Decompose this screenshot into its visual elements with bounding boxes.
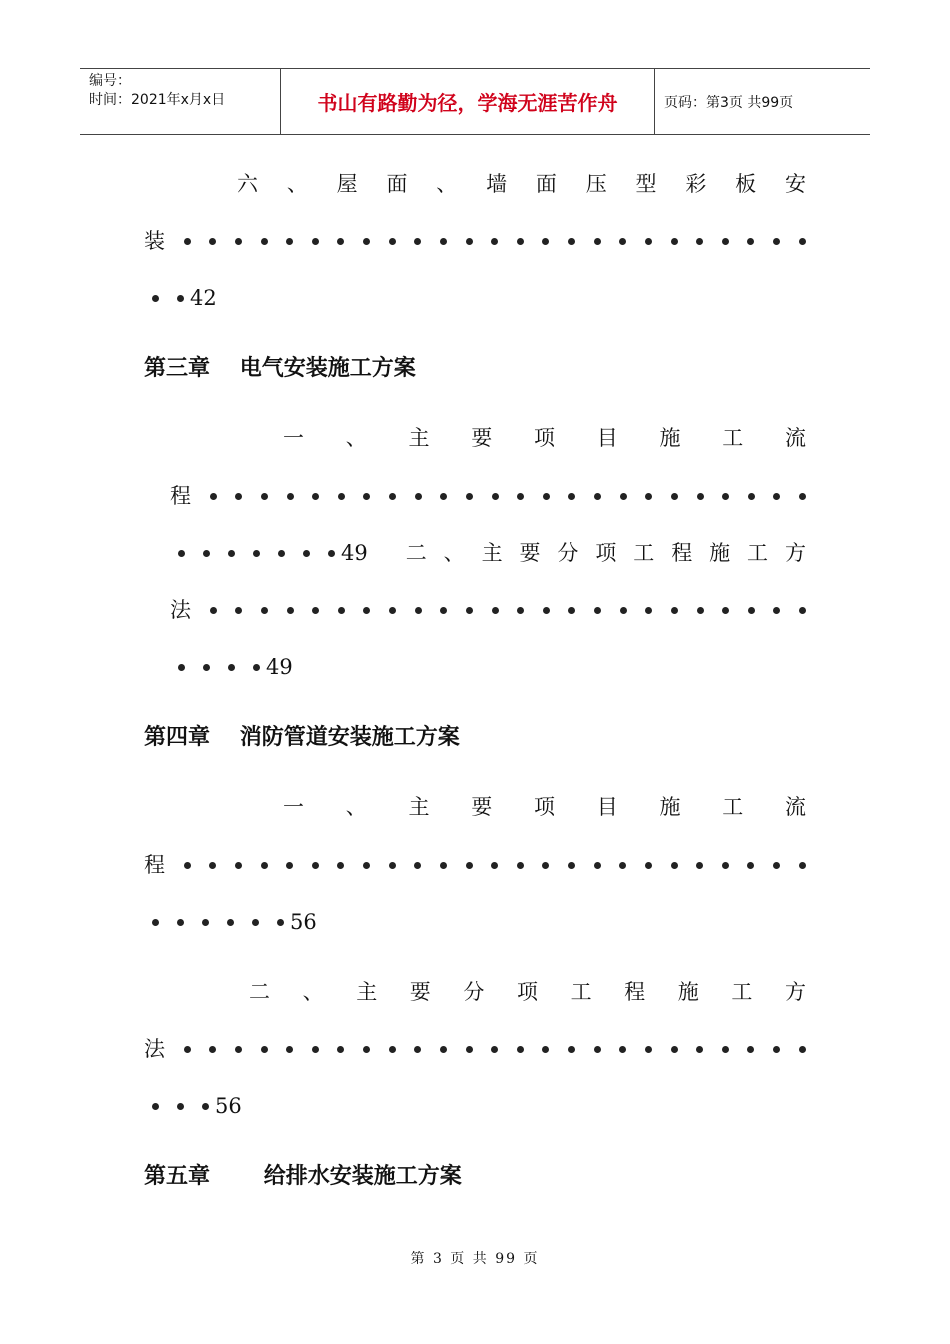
- leader-dot: [671, 607, 678, 614]
- leader-dot: [799, 1046, 806, 1053]
- leader-dot: [466, 238, 473, 245]
- toc-page-number-row: [152, 1096, 242, 1117]
- toc-entry-char: 、: [302, 980, 324, 1004]
- toc-entry-char: 施: [709, 541, 731, 565]
- leader-dot: [389, 238, 396, 245]
- leader-dot: [252, 919, 259, 926]
- leader-dot: [466, 493, 473, 500]
- leader-dot: [184, 862, 191, 869]
- leader-dot: [312, 862, 319, 869]
- leader-dot: [747, 238, 754, 245]
- leader-dot: [466, 1046, 473, 1053]
- leader-dot: [722, 607, 729, 614]
- toc-entry-char: 要: [409, 980, 431, 1004]
- toc-entry-char: 工: [722, 795, 744, 819]
- leader-dot: [228, 550, 235, 557]
- toc-entry-char: 板: [735, 172, 757, 196]
- leader-dot: [696, 1046, 703, 1053]
- leader-dot: [543, 607, 550, 614]
- leader-dot: [363, 862, 370, 869]
- toc-entry-char: 流: [785, 426, 806, 450]
- leader-dot: [747, 862, 754, 869]
- leader-dot: [491, 1046, 498, 1053]
- leader-dot: [261, 493, 268, 500]
- leader-dot: [253, 550, 260, 557]
- toc-page-number: 56: [215, 1094, 242, 1118]
- toc-entry-char: 工: [722, 426, 744, 450]
- toc-entry-main-process-flow[interactable]: [283, 797, 806, 818]
- leader-dot: [184, 1046, 191, 1053]
- toc-leader-dots: [144, 231, 806, 252]
- leader-dot: [619, 238, 626, 245]
- leader-dot: [517, 238, 524, 245]
- leader-dot: [697, 493, 704, 500]
- toc-page-number: 49: [266, 655, 293, 679]
- toc-entry-char: 项: [516, 980, 538, 1004]
- toc-entry-char: 、: [345, 795, 367, 819]
- leader-dot: [491, 238, 498, 245]
- toc-entry-char: 二: [249, 980, 270, 1004]
- leader-dot: [594, 862, 601, 869]
- leader-dot: [722, 493, 729, 500]
- toc-entry-construction-methods[interactable]: [249, 982, 806, 1003]
- leader-dot: [543, 493, 550, 500]
- leader-dot: [328, 550, 335, 557]
- leader-dot: [278, 550, 285, 557]
- leader-dot: [363, 493, 370, 500]
- leader-dot: [542, 238, 549, 245]
- leader-dot: [645, 862, 652, 869]
- leader-dot: [645, 607, 652, 614]
- leader-dot: [645, 493, 652, 500]
- leader-dot: [210, 607, 217, 614]
- document-date: 时间：2021年x月x日: [89, 92, 226, 108]
- chapter-3-heading[interactable]: [144, 358, 416, 380]
- leader-dot: [202, 919, 209, 926]
- leader-dot: [287, 607, 294, 614]
- leader-dot: [177, 919, 184, 926]
- toc-entry-char: 流: [785, 795, 806, 819]
- leader-dot: [440, 493, 447, 500]
- chapter-title: 给排水安装施工方案: [263, 1164, 462, 1189]
- leader-dot: [773, 607, 780, 614]
- leader-dot: [177, 1103, 184, 1110]
- leader-dot: [286, 862, 293, 869]
- leader-dot: [491, 862, 498, 869]
- toc-entry-char: 彩: [685, 172, 707, 196]
- leader-dot: [286, 238, 293, 245]
- toc-leader-dots: [144, 1039, 806, 1060]
- leader-dot: [517, 607, 524, 614]
- toc-entry-char: 工: [570, 980, 592, 1004]
- toc-page-number-row: [152, 912, 317, 933]
- header-motto: 书山有路勤为径，学海无涯苦作舟: [281, 69, 655, 134]
- toc-leader-dots: [144, 855, 806, 876]
- leader-dot: [178, 664, 185, 671]
- leader-dot: [671, 493, 678, 500]
- leader-dot: [773, 493, 780, 500]
- leader-dot: [235, 607, 242, 614]
- toc-entry-char: 项: [534, 426, 555, 450]
- leader-dot: [440, 607, 447, 614]
- toc-entry-char: 、: [443, 541, 465, 565]
- leader-dot: [210, 493, 217, 500]
- leader-dot: [286, 1046, 293, 1053]
- leader-dot: [363, 1046, 370, 1053]
- leader-dot: [337, 862, 344, 869]
- leader-dot: [542, 1046, 549, 1053]
- toc-entry-char: 施: [659, 795, 681, 819]
- leader-dot: [389, 1046, 396, 1053]
- toc-entry-char: 要: [519, 541, 541, 565]
- leader-dot: [414, 1046, 421, 1053]
- leader-dot: [594, 493, 601, 500]
- leader-dot: [568, 607, 575, 614]
- leader-dot: [312, 238, 319, 245]
- leader-dot: [799, 862, 806, 869]
- leader-dot: [261, 1046, 268, 1053]
- chapter-title: 电气安装施工方案: [239, 356, 416, 381]
- leader-dot: [363, 238, 370, 245]
- toc-page-number: 49: [341, 541, 368, 565]
- toc-entry-char: 项: [534, 795, 555, 819]
- document-number-label: 编号：: [89, 73, 131, 89]
- leader-dot: [466, 862, 473, 869]
- toc-entry-roof-wall-panels[interactable]: [237, 174, 806, 195]
- toc-entry-char: 要: [471, 426, 493, 450]
- toc-entry-char: 面: [535, 172, 557, 196]
- toc-entry-char: 主: [481, 541, 503, 565]
- leader-dot: [338, 493, 345, 500]
- leader-dot: [415, 607, 422, 614]
- toc-entry-char: 要: [471, 795, 493, 819]
- toc-entry-char: 工: [633, 541, 655, 565]
- toc-leader-dots: [170, 600, 806, 621]
- toc-entry-char: 六: [237, 172, 258, 196]
- leader-dot: [696, 238, 703, 245]
- toc-entry-char: 工: [747, 541, 769, 565]
- leader-dot: [312, 493, 319, 500]
- leader-dot: [517, 1046, 524, 1053]
- leader-dot: [645, 1046, 652, 1053]
- leader-dot: [177, 295, 184, 302]
- leader-dot: [277, 919, 284, 926]
- leader-dot: [568, 862, 575, 869]
- toc-page-number: 56: [290, 910, 317, 934]
- leader-dot: [228, 664, 235, 671]
- toc-entry-char: 分: [463, 980, 485, 1004]
- toc-entry-char: 屋: [336, 172, 358, 196]
- toc-entry-char: 面: [386, 172, 408, 196]
- header-meta: [80, 69, 281, 134]
- leader-dot: [799, 493, 806, 500]
- leader-dot: [261, 607, 268, 614]
- leader-dot: [568, 238, 575, 245]
- toc-entry-char: 安: [784, 172, 806, 196]
- leader-dot: [619, 862, 626, 869]
- toc-entry-char: 程: [624, 980, 646, 1004]
- leader-dot: [645, 238, 652, 245]
- leader-dot: [414, 238, 421, 245]
- toc-entry-char: 、: [286, 172, 308, 196]
- leader-dot: [152, 919, 159, 926]
- toc-entry-tail: 法: [144, 1037, 165, 1061]
- toc-entry-char: 工: [731, 980, 753, 1004]
- toc-leader-dots: [170, 486, 806, 507]
- toc-entry-char: 施: [659, 426, 681, 450]
- leader-dot: [227, 919, 234, 926]
- leader-dot: [542, 862, 549, 869]
- leader-dot: [773, 238, 780, 245]
- toc-entry-char: 型: [635, 172, 657, 196]
- leader-dot: [722, 862, 729, 869]
- leader-dot: [235, 238, 242, 245]
- chapter-title: 消防管道安装施工方案: [239, 725, 460, 750]
- leader-dot: [671, 1046, 678, 1053]
- leader-dot: [389, 862, 396, 869]
- toc-entry-char: 目: [596, 426, 618, 450]
- toc-entry-char: 分: [557, 541, 579, 565]
- leader-dot: [389, 607, 396, 614]
- leader-dot: [517, 862, 524, 869]
- leader-dot: [209, 1046, 216, 1053]
- toc-entry-char: 项: [595, 541, 617, 565]
- leader-dot: [337, 1046, 344, 1053]
- leader-dot: [620, 493, 627, 500]
- leader-dot: [152, 1103, 159, 1110]
- toc-page-number-row: [178, 657, 293, 678]
- toc-entry-char: 施: [677, 980, 699, 1004]
- leader-dot: [203, 664, 210, 671]
- toc-entry-main-process-flow[interactable]: [283, 428, 806, 449]
- leader-dot: [261, 862, 268, 869]
- leader-dot: [209, 862, 216, 869]
- toc-entry-char: 方: [784, 541, 806, 565]
- leader-dot: [773, 862, 780, 869]
- leader-dot: [415, 493, 422, 500]
- leader-dot: [303, 550, 310, 557]
- leader-dot: [235, 1046, 242, 1053]
- leader-dot: [568, 493, 575, 500]
- toc-entry-char: 主: [408, 795, 430, 819]
- leader-dot: [389, 493, 396, 500]
- toc-entry-char: 方: [784, 980, 806, 1004]
- toc-entry-char: 一: [283, 795, 304, 819]
- leader-dot: [440, 1046, 447, 1053]
- leader-dot: [253, 664, 260, 671]
- leader-dot: [594, 1046, 601, 1053]
- leader-dot: [748, 607, 755, 614]
- leader-dot: [287, 493, 294, 500]
- toc-entry-construction-methods[interactable]: [406, 543, 806, 564]
- leader-dot: [184, 238, 191, 245]
- leader-dot: [620, 607, 627, 614]
- toc-entry-char: 二: [405, 541, 427, 565]
- leader-dot: [696, 862, 703, 869]
- toc-entry-char: 、: [436, 172, 458, 196]
- leader-dot: [261, 238, 268, 245]
- leader-dot: [152, 295, 159, 302]
- toc-entry-char: 一: [283, 426, 304, 450]
- leader-dot: [440, 862, 447, 869]
- toc-entry-tail: 法: [170, 598, 191, 622]
- leader-dot: [312, 607, 319, 614]
- leader-dot: [722, 1046, 729, 1053]
- leader-dot: [697, 607, 704, 614]
- toc-entry-tail: 程: [170, 484, 191, 508]
- toc-entry-char: 主: [356, 980, 378, 1004]
- leader-dot: [799, 238, 806, 245]
- toc-page-number-row: [152, 288, 217, 309]
- leader-dot: [338, 607, 345, 614]
- leader-dot: [203, 550, 210, 557]
- leader-dot: [671, 862, 678, 869]
- leader-dot: [594, 238, 601, 245]
- leader-dot: [568, 1046, 575, 1053]
- chapter-number: 第五章: [144, 1164, 211, 1189]
- leader-dot: [202, 1103, 209, 1110]
- leader-dot: [312, 1046, 319, 1053]
- page-footer: 第 3 页 共 99 页: [410, 1251, 540, 1267]
- leader-dot: [517, 493, 524, 500]
- leader-dot: [619, 1046, 626, 1053]
- leader-dot: [747, 1046, 754, 1053]
- chapter-number: 第四章: [144, 725, 211, 750]
- leader-dot: [235, 493, 242, 500]
- header-page-info: 页码：第3页 共99页: [664, 94, 794, 111]
- leader-dot: [748, 493, 755, 500]
- leader-dot: [337, 238, 344, 245]
- toc-entry-char: 程: [671, 541, 693, 565]
- leader-dot: [773, 1046, 780, 1053]
- leader-dot: [235, 862, 242, 869]
- toc-entry-char: 主: [408, 426, 430, 450]
- toc-entry-char: 、: [345, 426, 367, 450]
- leader-dot: [492, 607, 499, 614]
- leader-dot: [209, 238, 216, 245]
- leader-dot: [363, 607, 370, 614]
- chapter-4-heading[interactable]: [144, 727, 460, 749]
- leader-dot: [671, 238, 678, 245]
- leader-dot: [440, 238, 447, 245]
- page-header: [80, 68, 870, 135]
- leader-dot: [492, 493, 499, 500]
- leader-dot: [414, 862, 421, 869]
- chapter-number: 第三章: [144, 356, 211, 381]
- toc-entry-char: 目: [596, 795, 618, 819]
- leader-dot: [722, 238, 729, 245]
- chapter-5-heading[interactable]: [144, 1166, 462, 1188]
- leader-dot: [178, 550, 185, 557]
- toc-entry-tail: 装: [144, 229, 165, 253]
- toc-page-number-row: [178, 543, 806, 564]
- leader-dot: [466, 607, 473, 614]
- toc-entry-char: 墙: [486, 172, 508, 196]
- leader-dot: [594, 607, 601, 614]
- toc-entry-tail: 程: [144, 853, 165, 877]
- leader-dot: [799, 607, 806, 614]
- toc-entry-char: 压: [585, 172, 607, 196]
- toc-page-number: 42: [190, 286, 217, 310]
